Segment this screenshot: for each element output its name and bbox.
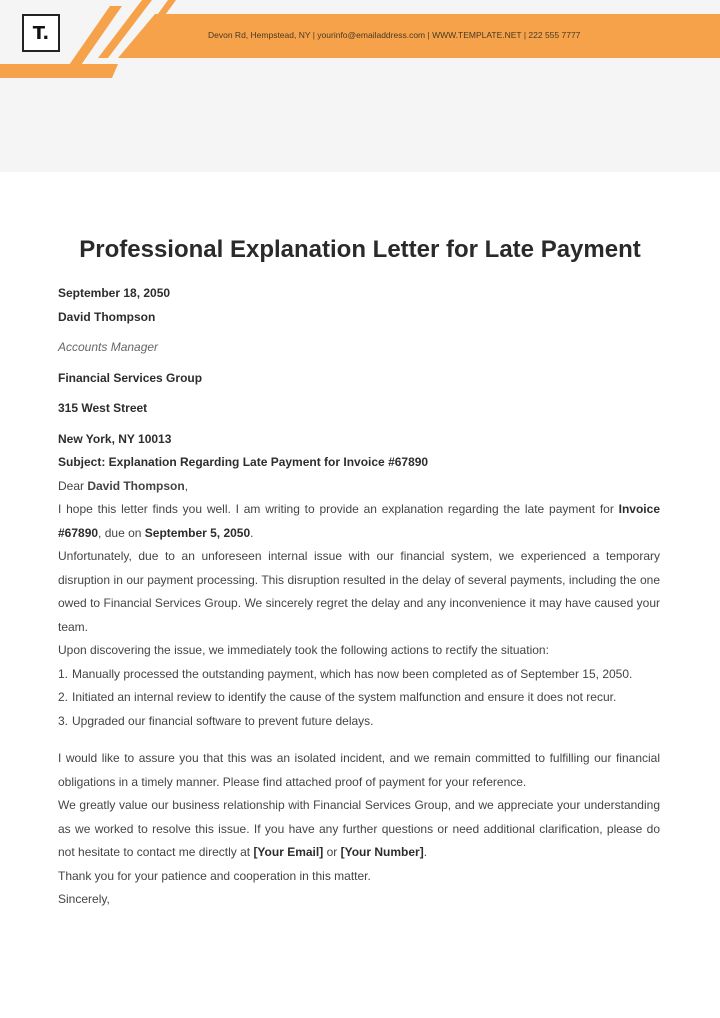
- recipient-role: Accounts Manager: [58, 340, 159, 354]
- salutation-prefix: Dear: [58, 478, 88, 493]
- recipient-company: Financial Services Group: [58, 370, 203, 385]
- intro-text: I hope this letter finds you well. I am writing to provide an explanation regarding the late payment for: [58, 502, 619, 516]
- contact-text-2: or: [323, 845, 341, 859]
- logo: T.: [22, 14, 60, 52]
- invoice-number: Invoice #67890: [58, 502, 660, 540]
- letter-date: September 18, 2050: [58, 286, 171, 300]
- paragraph-contact: [58, 794, 660, 865]
- salutation-suffix: ,: [184, 478, 189, 493]
- list-text: Initiated an internal review to identify the cause of the system malfunction and ensure it does not recur.: [72, 690, 617, 704]
- closing: Sincerely,: [58, 892, 110, 906]
- letter-title: Professional Explanation Letter for Late Payment: [79, 236, 641, 263]
- list-item: [58, 663, 660, 687]
- due-date: September 5, 2050: [144, 525, 251, 540]
- recipient-name: David Thompson: [58, 309, 156, 324]
- paragraph-issue: Unfortunately, due to an unforeseen internal issue with our financial system, we experienced a temporary disruption in our payment processing. This disruption resulted in the delay of several payments, including the one owed to Financial Services Group. We sincerely regret the delay and any inconvenience it may have caused your team.: [58, 549, 660, 634]
- paragraph-actions-intro: Upon discovering the issue, we immediately took the following actions to rectify the situation:: [58, 643, 549, 657]
- email-placeholder: [Your Email]: [253, 845, 324, 859]
- list-number: 1.: [58, 666, 69, 681]
- letter-subject: Subject: Explanation Regarding Late Payment for Invoice #67890: [58, 455, 429, 469]
- recipient-street: 315 West Street: [58, 401, 148, 415]
- salutation: [58, 475, 660, 499]
- list-item: [58, 710, 660, 734]
- contact-text: We greatly value our business relationship with Financial Services Group, and we appreciate your understanding as we worked to resolve this issue. If you have any further questions or need additional clarification, please do not hesitate to contact me directly at: [58, 798, 660, 859]
- letterhead-graphic: [0, 0, 720, 80]
- list-text: Upgraded our financial software to prevent future delays.: [72, 713, 374, 728]
- intro-text-3: .: [250, 525, 254, 540]
- paragraph-assurance: I would like to assure you that this was an isolated incident, and we remain committed to fulfilling our financial obligations in a timely manner. Please find attached proof of payment for your reference.: [58, 751, 660, 789]
- contact-info: Devon Rd, Hempstead, NY | yourinfo@emailaddress.com | WWW.TEMPLATE.NET | 222 555 7777: [208, 30, 581, 40]
- list-number: 2.: [58, 690, 69, 704]
- intro-text-2: , due on: [98, 525, 145, 540]
- salutation-name: David Thompson: [87, 478, 185, 493]
- number-placeholder: [Your Number]: [340, 845, 424, 859]
- letter-body: [58, 282, 660, 912]
- actions-list: [58, 663, 660, 734]
- recipient-city: New York, NY 10013: [58, 431, 172, 446]
- paragraph-thanks: Thank you for your patience and cooperation in this matter.: [58, 868, 371, 883]
- paragraph-intro: [58, 498, 660, 545]
- contact-text-3: .: [423, 845, 428, 859]
- list-item: [58, 686, 660, 710]
- list-number: 3.: [58, 713, 69, 728]
- accent-stripe-bottom: [0, 64, 118, 78]
- list-text: Manually processed the outstanding payment, which has now been completed as of September 15, 2050.: [72, 666, 633, 681]
